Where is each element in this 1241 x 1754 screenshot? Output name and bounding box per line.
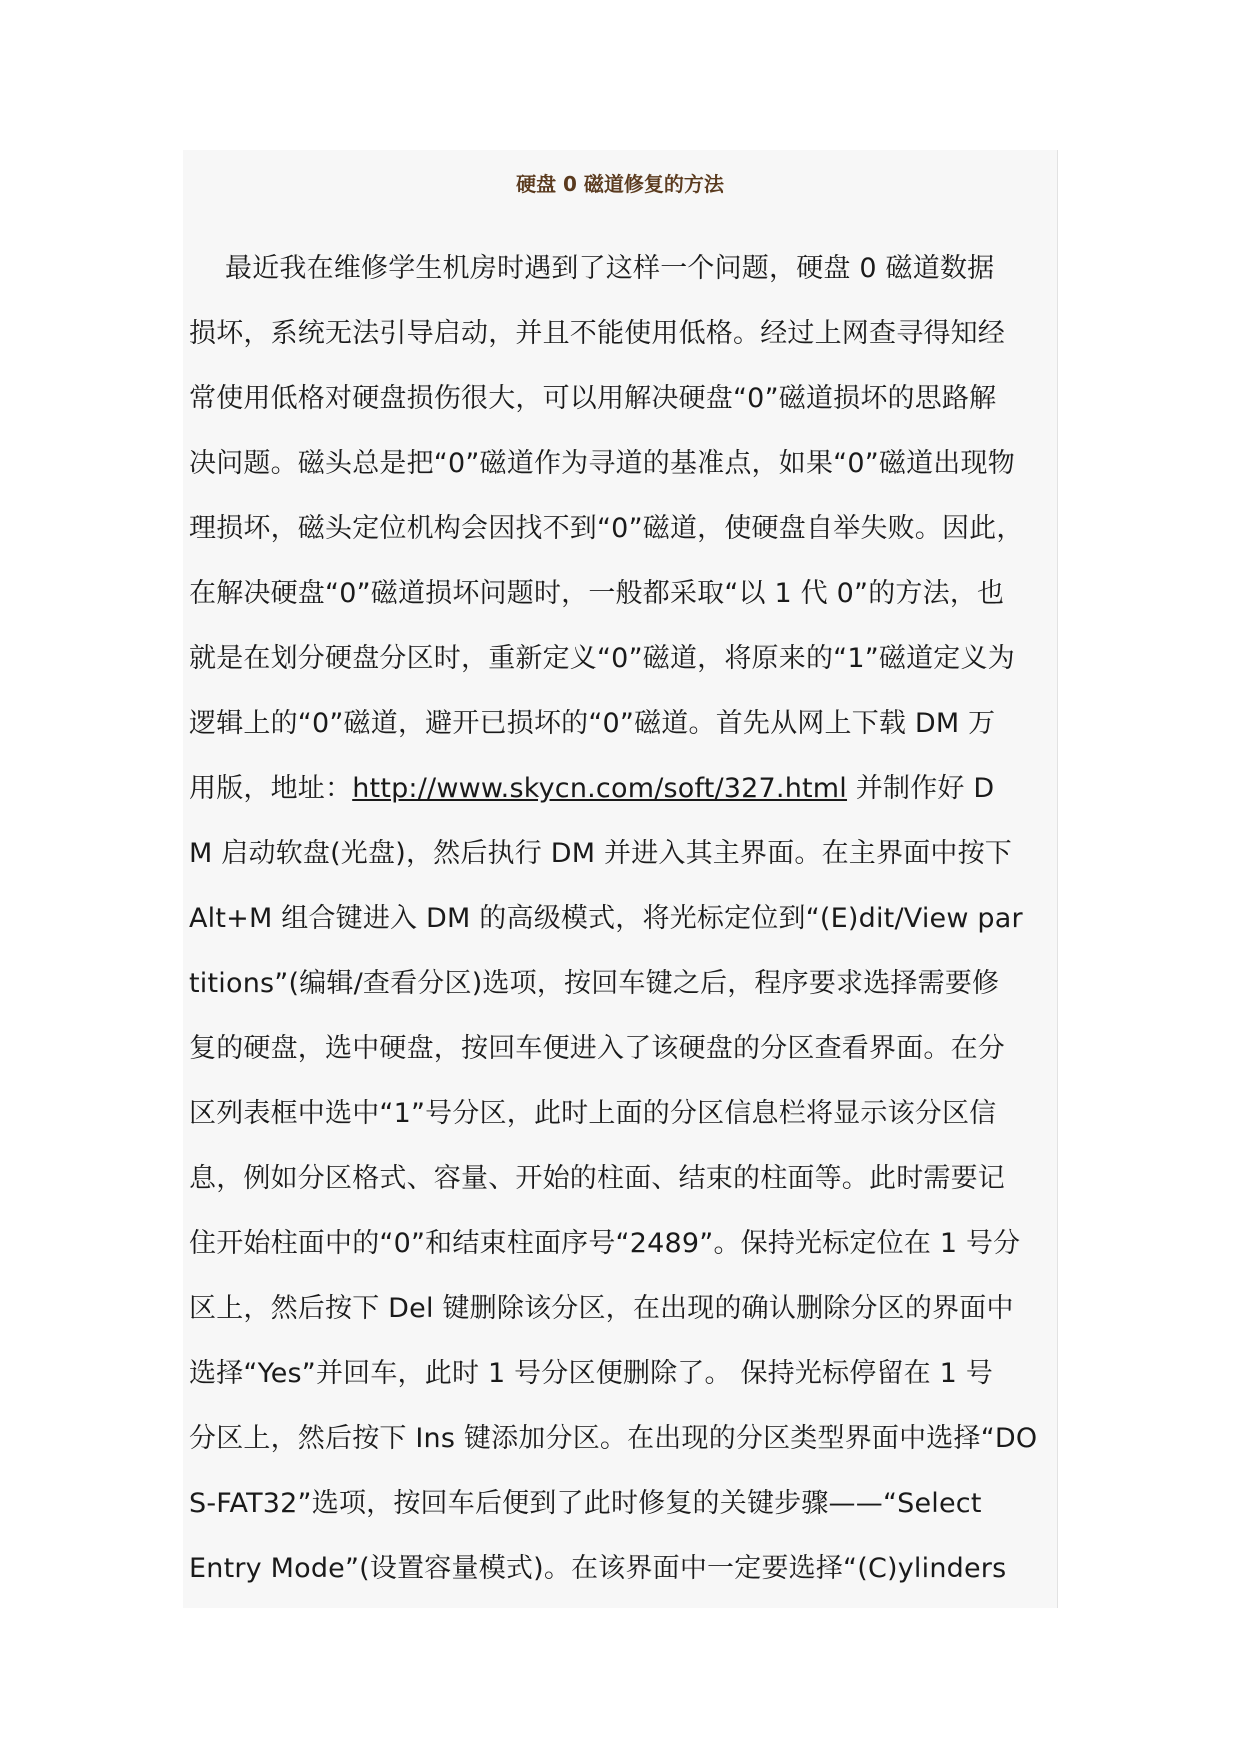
body-line: 在解决硬盘“0”磁道损坏问题时，一般都采取“以 1 代 0”的方法，也 — [189, 578, 1005, 609]
body-line: Entry Mode”(设置容量模式)。在该界面中一定要选择“(C)ylinders — [189, 1553, 1007, 1584]
body-line: 逻辑上的“0”磁道，避开已损坏的“0”磁道。首先从网上下载 DM 万 — [189, 708, 996, 739]
body-line: 住开始柱面中的“0”和结束柱面序号“2489”。保持光标定位在 1 号分 — [189, 1228, 1021, 1259]
body-line: 理损坏，磁头定位机构会因找不到“0”磁道，使硬盘自举失败。因此， — [189, 513, 1024, 544]
body-line: 决问题。磁头总是把“0”磁道作为寻道的基准点，如果“0”磁道出现物 — [189, 448, 1015, 479]
body-line: 区上，然后按下 Del 键删除该分区，在出现的确认删除分区的界面中 — [189, 1293, 1014, 1324]
body-line: 最近我在维修学生机房时遇到了这样一个问题，硬盘 0 磁道数据 — [225, 253, 995, 284]
body-line: Alt+M 组合键进入 DM 的高级模式，将光标定位到“(E)dit/View par — [189, 903, 1023, 934]
body-line: 区列表框中选中“1”号分区，此时上面的分区信息栏将显示该分区信 — [189, 1098, 997, 1129]
download-link[interactable]: http://www.skycn.com/soft/327.html — [352, 773, 848, 804]
document-title: 硬盘 0 磁道修复的方法 — [516, 172, 724, 196]
line-prefix: 用版，地址： — [189, 773, 353, 804]
line-suffix: 并制作好 D — [847, 773, 995, 804]
body-line-with-link — [189, 756, 1058, 821]
document-page — [183, 150, 1058, 1608]
body-line: 息，例如分区格式、容量、开始的柱面、结束的柱面等。此时需要记 — [189, 1163, 1005, 1194]
body-line: titions”(编辑/查看分区)选项，按回车键之后，程序要求选择需要修 — [189, 968, 1000, 999]
body-line: S-FAT32”选项，按回车后便到了此时修复的关键步骤——“Select — [189, 1488, 982, 1519]
body-line: 分区上，然后按下 Ins 键添加分区。在出现的分区类型界面中选择“DO — [189, 1423, 1038, 1454]
body-line: 复的硬盘，选中硬盘，按回车便进入了该硬盘的分区查看界面。在分 — [189, 1033, 1005, 1064]
body-line: 常使用低格对硬盘损伤很大，可以用解决硬盘“0”磁道损坏的思路解 — [189, 383, 997, 414]
body-line: 就是在划分硬盘分区时，重新定义“0”磁道，将原来的“1”磁道定义为 — [189, 643, 1015, 674]
body-line: M 启动软盘(光盘)，然后执行 DM 并进入其主界面。在主界面中按下 — [189, 838, 1012, 869]
body-line: 损坏，系统无法引导启动，并且不能使用低格。经过上网查寻得知经 — [189, 318, 1005, 349]
body-line: 选择“Yes”并回车，此时 1 号分区便删除了。 保持光标停留在 1 号 — [189, 1358, 994, 1389]
document-body — [189, 236, 1058, 1601]
